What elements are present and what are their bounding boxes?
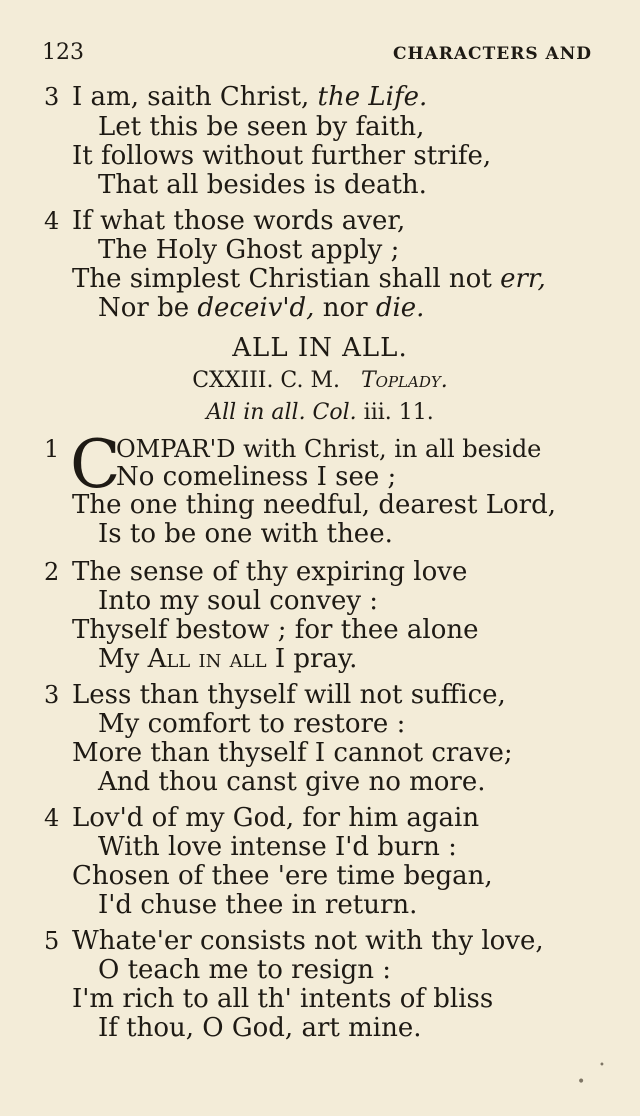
- verse-line: OMPAR'D with Christ, in all beside: [116, 435, 542, 463]
- running-title: CHARACTERS AND: [392, 44, 592, 64]
- scripture-ref: iii. 11.: [363, 400, 434, 425]
- page-number: 123: [42, 40, 84, 65]
- verse-line: I'd chuse thee in return.: [98, 890, 418, 920]
- line-text-italic: die.: [375, 293, 425, 323]
- hymn-number-meter: CXXIII. C. M.: [192, 368, 340, 393]
- hymn-author: Toplady.: [360, 368, 448, 393]
- hymn-number-meter-author: [0, 368, 640, 393]
- verse-line: My comfort to restore :: [98, 709, 406, 739]
- verse-line: It follows without further strife,: [72, 141, 492, 171]
- hymn-title: ALL IN ALL.: [232, 333, 408, 363]
- verse-line: Whate'er consists not with thy love,: [72, 926, 544, 956]
- line-text: Nor be: [98, 293, 190, 323]
- verse-line: Into my soul convey :: [98, 586, 379, 616]
- verse-line: If what those words aver,: [72, 206, 406, 236]
- verse-line: Chosen of thee 'ere time began,: [72, 861, 493, 891]
- verse-number: 5: [44, 927, 60, 955]
- verse-number: 2: [44, 558, 60, 586]
- verse-line: I'm rich to all th' intents of bliss: [72, 984, 494, 1014]
- line-text-smallcaps: All in all: [147, 644, 267, 674]
- verse-number: 4: [44, 207, 60, 235]
- verse-line: [98, 293, 424, 323]
- scripture-text: All in all. Col.: [206, 400, 357, 425]
- line-text-italic: the Life.: [317, 82, 428, 112]
- verse-line: [98, 644, 357, 674]
- line-text-italic: err,: [500, 264, 546, 294]
- line-text: I pray.: [274, 644, 358, 674]
- verse-line: [72, 82, 427, 112]
- line-text-italic: deceiv'd,: [197, 293, 315, 323]
- verse-line: Let this be seen by faith,: [98, 112, 425, 142]
- drop-cap: C: [70, 426, 121, 503]
- verse-line: The sense of thy expiring love: [72, 557, 468, 587]
- verse-line: No comeliness I see ;: [116, 462, 397, 492]
- verse-line: Lov'd of my God, for him again: [72, 803, 480, 833]
- scripture-reference: [0, 400, 640, 425]
- line-text: nor: [322, 293, 368, 323]
- line-text: My: [98, 644, 140, 674]
- verse-line: If thou, O God, art mine.: [98, 1013, 422, 1043]
- verse-line: [72, 264, 546, 294]
- verse-line: And thou canst give no more.: [98, 767, 486, 797]
- verse-line: That all besides is death.: [98, 170, 427, 200]
- verse-line: With love intense I'd burn :: [98, 832, 457, 862]
- line-text: The simplest Christian shall not: [72, 264, 492, 294]
- verse-line: Is to be one with thee.: [98, 519, 393, 549]
- paper-speck: •: [599, 1060, 605, 1071]
- verse-line: Less than thyself will not suffice,: [72, 680, 506, 710]
- verse-number: 1: [44, 435, 60, 463]
- verse-line: More than thyself I cannot crave;: [72, 738, 513, 768]
- verse-number: 3: [44, 681, 60, 709]
- verse-line: O teach me to resign :: [98, 955, 392, 985]
- line-text: I am, saith Christ,: [72, 82, 310, 112]
- verse-number: 3: [44, 83, 60, 111]
- page-header: [42, 40, 592, 70]
- verse-line: Thyself bestow ; for thee alone: [72, 615, 479, 645]
- verse-line: The one thing needful, dearest Lord,: [72, 490, 556, 520]
- verse-line: The Holy Ghost apply ;: [98, 235, 400, 265]
- verse-number: 4: [44, 804, 60, 832]
- paper-speck: •: [577, 1074, 586, 1090]
